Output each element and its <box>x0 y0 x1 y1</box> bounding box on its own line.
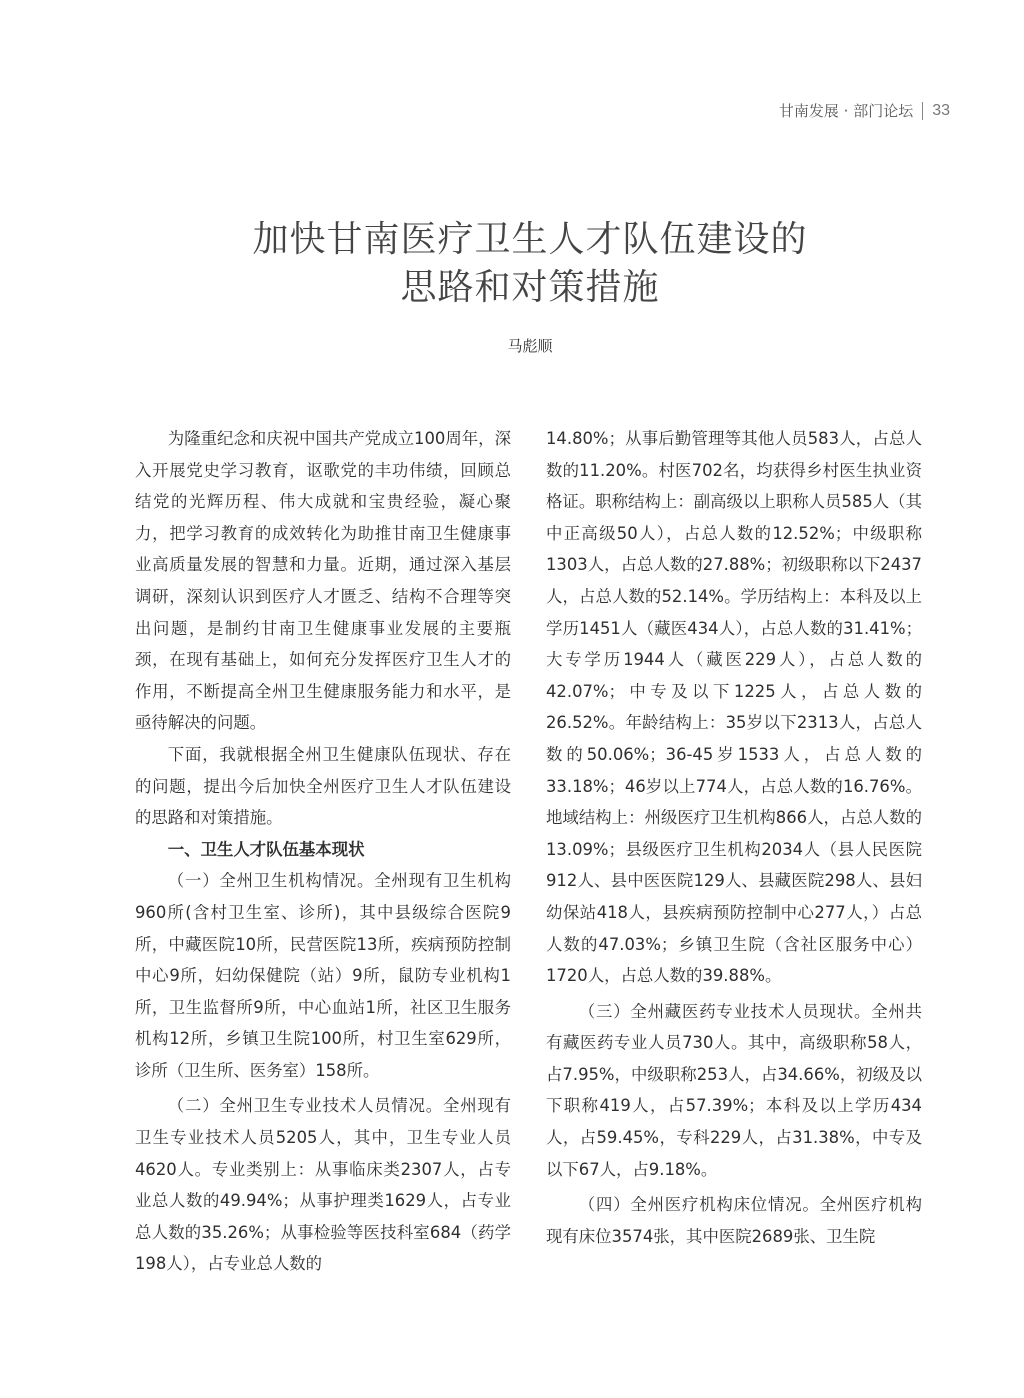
header-divider <box>922 102 923 120</box>
section-heading: 一、卫生人才队伍基本现状 <box>167 839 365 859</box>
title-line-2: 思路和对策措施 <box>400 267 660 308</box>
title-line-1: 加快甘南医疗卫生人才队伍建设的 <box>252 219 808 260</box>
left-column <box>135 423 511 1280</box>
paragraph: 为隆重纪念和庆祝中国共产党成立100周年，深入开展党史学习教育，讴歌党的丰功伟绩，回顾总结党的光辉历程、伟大成就和宝贵经验，凝心聚力，把学习教育的成效转化为助推甘南卫生健康事业高质量发展的智慧和力量。近期，通过深入基层调研，深刻认识到医疗人才匮乏、结构不合理等突出问题，是制约甘南卫生健康事业发展的主要瓶颈，在现有基础上，如何充分发挥医疗卫生人才的作用，不断提高全州卫生健康服务能力和水平，是亟待解决的问题。 <box>135 429 511 733</box>
article-title <box>0 216 1024 312</box>
header-title: 甘南发展 · 部门论坛 <box>778 102 914 120</box>
paragraph: （二）全州卫生专业技术人员情况。全州现有卫生专业技术人员5205人，其中，卫生专业人员4620人。专业类别上：从事临床类2307人，占专业总人数的49.94%；从事护理类1629人，占专业总人数的35.26%；从事检验等医技科室684（药学198人），占专业总人数的 <box>135 1096 511 1274</box>
running-header <box>779 100 950 121</box>
author: 马彪顺 <box>507 337 553 355</box>
right-column <box>546 423 922 1252</box>
paragraph: （四）全州医疗机构床位情况。全州医疗机构现有床位3574张，其中医院2689张、卫生院 <box>546 1195 922 1246</box>
paragraph: （一）全州卫生机构情况。全州现有卫生机构960所(含村卫生室、诊所)，其中县级综合医院9所，中藏医院10所，民营医院13所，疾病预防控制中心9所，妇幼保健院（站）9所，鼠防专业机构1所，卫生监督所9所，中心血站1所，社区卫生服务机构12所，乡镇卫生院100所，村卫生室629所，诊所（卫生所、医务室）158所。 <box>135 871 511 1080</box>
paragraph: 14.80%；从事后勤管理等其他人员583人，占总人数的11.20%。村医702名，均获得乡村医生执业资格证。职称结构上：副高级以上职称人员585人（其中正高级50人），占总人数的12.52%；中级职称1303人，占总人数的27.88%；初级职称以下2437人，占总人数的52.14%。学历结构上：本科及以上学历1451人（藏医434人），占总人数的31.41%；大专学历1944人（藏医229人），占总人数的42.07%；中专及以下1225人，占总人数的26.52%。年龄结构上：35岁以下2313人，占总人数的50.06%；36-45岁1533人，占总人数的33.18%；46岁以上774人，占总人数的16.76%。地域结构上：州级医疗卫生机构866人，占总人数的13.09%；县级医疗卫生机构2034人（县人民医院912人、县中医医院129人、县藏医院298人、县妇幼保站418人，县疾病预防控制中心277人，）占总人数的47.03%；乡镇卫生院（含社区服务中心）1720人，占总人数的39.88%。 <box>546 429 922 986</box>
paragraph: （三）全州藏医药专业技术人员现状。全州共有藏医药专业人员730人。其中，高级职称58人，占7.95%，中级职称253人，占34.66%，初级及以下职称419人，占57.39%；本科及以上学历434人，占59.45%，专科229人，占31.38%，中专及以下67人，占9.18%。 <box>546 1001 922 1179</box>
paragraph: 下面，我就根据全州卫生健康队伍现状、存在的问题，提出今后加快全州医疗卫生人才队伍建设的思路和对策措施。 <box>135 744 511 828</box>
page-number: 33 <box>932 101 950 119</box>
